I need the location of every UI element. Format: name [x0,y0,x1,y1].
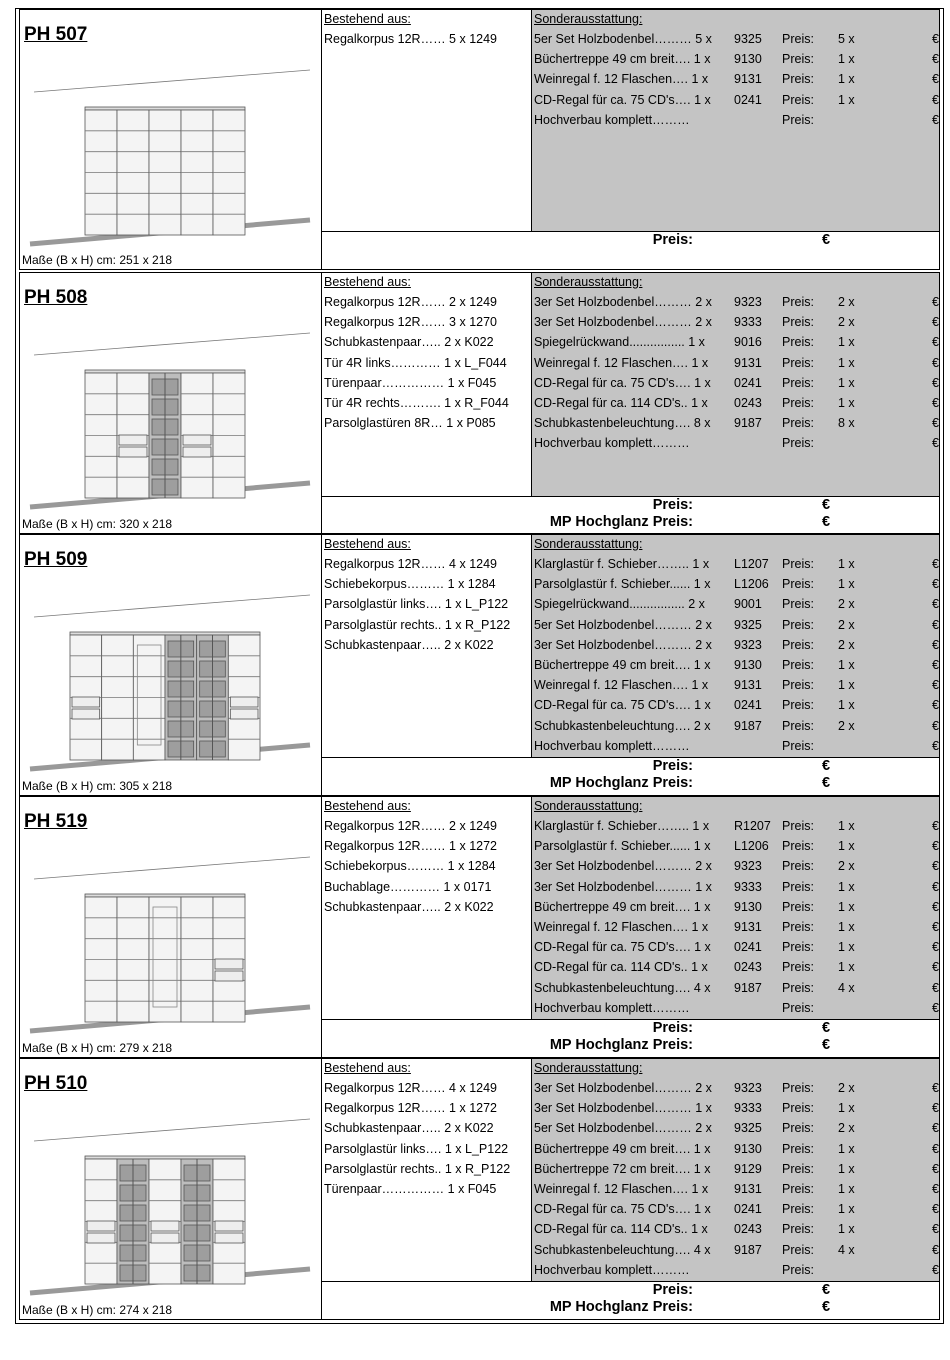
extra-quantity: 1 x [838,1222,855,1237]
total-price-currency: € [822,1299,831,1315]
extra-article-number: 9325 [734,1121,762,1136]
extra-article-number: 9130 [734,1141,762,1156]
component-item: Parsolglastür rechts.. 1 x R_P122 [324,1161,511,1176]
extra-quantity: 2 x [838,315,855,330]
component-item: Parsolglastür rechts.. 1 x R_P122 [324,617,511,632]
extra-article-number: 0241 [734,940,762,955]
extra-currency: € [932,678,939,693]
extras-header: Sonderausstattung: [534,537,643,551]
component-item: Schubkastenpaar….. 2 x K022 [324,335,494,350]
extra-quantity: 2 x [838,597,855,612]
extra-currency: € [932,1081,939,1095]
extras-header: Sonderausstattung: [534,1061,643,1075]
extra-price-label: Preis: [782,1101,814,1116]
extra-article-number: 9187 [734,718,762,733]
product-block [19,796,940,1058]
furniture-sketch [20,535,320,796]
component-item: Parsolglastür links…. 1 x L_P122 [324,597,509,612]
extra-description: Hochverbau komplett……… [534,112,690,127]
extra-article-number: 9187 [734,1242,762,1257]
extra-currency: € [932,1141,939,1156]
total-price-label: MP Hochglanz Preis: [549,1037,693,1053]
extra-description: Weinregal f. 12 Flaschen…. 1 x [534,920,709,934]
component-item: Tür 4R links………… 1 x L_F044 [324,355,507,370]
extra-currency: € [932,920,939,934]
extra-currency: € [932,738,939,753]
extra-currency: € [932,617,939,632]
extra-price-label: Preis: [782,355,814,370]
extra-article-number: 0241 [734,92,762,107]
furniture-sketch [20,1059,320,1320]
extra-article-number: 9130 [734,52,762,67]
component-item: Parsolglastür links…. 1 x L_P122 [324,1141,509,1156]
extra-currency: € [932,1161,939,1176]
extra-quantity: 2 x [838,637,855,652]
extra-quantity: 1 x [838,52,855,67]
extra-article-number: 0243 [734,960,762,975]
total-price-currency: € [822,775,831,791]
components-cell [322,10,532,231]
extra-article-number: 0241 [734,375,762,390]
extra-description: CD-Regal für ca. 114 CD's.. 1 x [534,1222,708,1237]
extra-article-number: 9333 [734,879,762,894]
extra-article-number: 9187 [734,416,762,431]
extra-article-number: L1206 [734,839,769,854]
extra-price-label: Preis: [782,72,814,87]
extra-currency: € [932,92,939,107]
extra-currency: € [932,577,939,592]
extra-currency: € [932,1202,939,1217]
extra-price-label: Preis: [782,920,814,934]
total-price-label: Preis: [652,1282,693,1298]
extra-description: Schubkastenbeleuchtung…. 4 x [534,1242,711,1257]
extra-currency: € [932,597,939,612]
extra-description: Schubkastenbeleuchtung…. 2 x [534,718,711,733]
extra-price-label: Preis: [782,678,814,693]
product-dimensions: Maße (B x H) cm: 274 x 218 [22,1303,173,1317]
product-code: PH 510 [24,1073,88,1094]
extra-description: Klarglastür f. Schieber…….. 1 x [534,819,710,833]
extra-quantity: 1 x [838,940,855,955]
component-item: Buchablage………… 1 x 0171 [324,879,492,894]
extra-description: Weinregal f. 12 Flaschen…. 1 x [534,1182,709,1196]
extra-currency: € [932,396,939,410]
extra-price-label: Preis: [782,819,814,833]
extra-currency: € [932,1121,939,1136]
extra-price-label: Preis: [782,698,814,713]
extra-price-label: Preis: [782,1161,814,1176]
component-item: Regalkorpus 12R…… 3 x 1270 [324,315,498,330]
component-item: Regalkorpus 12R…… 4 x 1249 [324,1081,498,1095]
extra-currency: € [932,859,939,874]
extra-quantity: 1 x [838,920,855,934]
extra-currency: € [932,1262,939,1277]
extra-article-number: 0241 [734,1202,762,1217]
product-image-cell [20,535,322,795]
extra-description: 3er Set Holzbodenbel……… 2 x [534,637,712,652]
extra-quantity: 1 x [838,839,855,854]
components-header: Bestehend aus: [324,12,411,26]
extra-price-label: Preis: [782,1081,814,1095]
component-item: Schubkastenpaar….. 2 x K022 [324,637,494,652]
extra-description: 5er Set Holzbodenbel……… 2 x [534,1121,712,1136]
extra-price-label: Preis: [782,940,814,955]
extra-description: CD-Regal für ca. 75 CD's…. 1 x [534,1202,711,1217]
extra-currency: € [932,52,939,67]
components-header: Bestehend aus: [324,799,411,813]
price-sheet [15,8,944,1324]
total-price-currency: € [822,1020,831,1036]
component-item: Regalkorpus 12R…… 2 x 1249 [324,819,498,833]
extra-description: CD-Regal für ca. 114 CD's.. 1 x [534,396,708,410]
component-item: Schiebekorpus……… 1 x 1284 [324,577,496,592]
extra-price-label: Preis: [782,1121,814,1136]
extra-description: CD-Regal für ca. 75 CD's…. 1 x [534,92,711,107]
component-item: Regalkorpus 12R…… 4 x 1249 [324,557,498,571]
total-price-currency: € [822,1037,831,1053]
components-header: Bestehend aus: [324,1061,411,1075]
extra-price-label: Preis: [782,839,814,854]
extra-currency: € [932,1222,939,1237]
components-header: Bestehend aus: [324,275,411,289]
extra-article-number: 9187 [734,980,762,995]
extra-currency: € [932,960,939,975]
extras-cell [532,273,939,496]
extra-description: 3er Set Holzbodenbel……… 2 x [534,859,712,874]
extra-currency: € [932,940,939,955]
extra-currency: € [932,355,939,370]
extra-description: Büchertreppe 49 cm breit…. 1 x [534,899,711,914]
extra-currency: € [932,72,939,87]
extra-description: Klarglastür f. Schieber…….. 1 x [534,557,710,571]
extra-description: CD-Regal für ca. 75 CD's…. 1 x [534,375,711,390]
extra-description: Büchertreppe 49 cm breit…. 1 x [534,52,711,67]
extra-price-label: Preis: [782,617,814,632]
furniture-sketch [20,273,320,534]
extra-currency: € [932,32,939,46]
extra-quantity: 1 x [838,698,855,713]
total-price-label: Preis: [652,758,693,774]
extra-quantity: 4 x [838,980,855,995]
total-price-currency: € [822,758,831,774]
extra-quantity: 2 x [838,859,855,874]
price-band [322,496,939,533]
extra-article-number: 9129 [734,1161,762,1176]
extra-article-number: 9016 [734,335,762,350]
extra-description: 3er Set Holzbodenbel……… 2 x [534,295,712,309]
extra-quantity: 1 x [838,1141,855,1156]
extra-currency: € [932,112,939,127]
product-code: PH 508 [24,287,88,308]
extra-description: Büchertreppe 49 cm breit…. 1 x [534,1141,711,1156]
extra-quantity: 1 x [838,899,855,914]
components-cell [322,273,532,496]
extra-currency: € [932,416,939,431]
extra-price-label: Preis: [782,557,814,571]
component-item: Parsolglastüren 8R… 1 x P085 [324,416,496,431]
product-image-cell [20,1059,322,1319]
extra-description: CD-Regal für ca. 75 CD's…. 1 x [534,940,711,955]
price-band [322,757,939,795]
extra-currency: € [932,718,939,733]
extra-article-number: 9323 [734,637,762,652]
product-block [19,534,940,796]
product-code: PH 519 [24,811,88,832]
furniture-sketch [20,10,320,271]
extra-description: Schubkastenbeleuchtung…. 8 x [534,416,711,431]
total-price-currency: € [822,497,831,513]
extra-article-number: 0241 [734,698,762,713]
extra-article-number: 9333 [734,1101,762,1116]
extra-description: Schubkastenbeleuchtung…. 4 x [534,980,711,995]
extra-description: 3er Set Holzbodenbel……… 2 x [534,315,712,330]
extra-description: Spiegelrückwand................ 1 x [534,335,705,350]
extra-price-label: Preis: [782,738,814,753]
extras-header: Sonderausstattung: [534,799,643,813]
price-band [322,1281,939,1319]
extra-article-number: 9131 [734,72,762,87]
extra-article-number: 9131 [734,355,762,370]
component-item: Türenpaar…………… 1 x F045 [324,375,497,390]
extra-article-number: 0243 [734,1222,762,1237]
extra-description: Weinregal f. 12 Flaschen…. 1 x [534,678,709,693]
component-item: Regalkorpus 12R…… 1 x 1272 [324,1101,498,1116]
components-cell [322,1059,532,1281]
extras-cell [532,1059,939,1281]
extra-quantity: 8 x [838,416,855,431]
extra-price-label: Preis: [782,92,814,107]
extra-quantity: 1 x [838,355,855,370]
product-dimensions: Maße (B x H) cm: 251 x 218 [22,253,173,267]
total-price-label: MP Hochglanz Preis: [549,775,693,791]
extra-description: Parsolglastür f. Schieber...... 1 x [534,577,711,592]
extra-price-label: Preis: [782,1242,814,1257]
product-image-cell [20,10,322,269]
product-code: PH 507 [24,24,88,45]
extra-price-label: Preis: [782,436,814,451]
extras-header: Sonderausstattung: [534,12,643,26]
extra-price-label: Preis: [782,1222,814,1237]
total-price-label: MP Hochglanz Preis: [549,514,693,530]
total-price-label: Preis: [652,1020,693,1036]
extra-article-number: 9333 [734,315,762,330]
extra-price-label: Preis: [782,1000,814,1015]
extra-currency: € [932,839,939,854]
price-band [322,231,939,269]
extra-quantity: 4 x [838,1242,855,1257]
extra-quantity: 1 x [838,72,855,87]
extra-description: Parsolglastür f. Schieber...... 1 x [534,839,711,854]
extra-currency: € [932,1182,939,1196]
component-item: Schubkastenpaar….. 2 x K022 [324,899,494,914]
extra-price-label: Preis: [782,879,814,894]
extra-description: Hochverbau komplett……… [534,1000,690,1015]
extra-quantity: 1 x [838,678,855,693]
extra-quantity: 2 x [838,295,855,309]
extras-cell [532,10,939,231]
extra-description: CD-Regal für ca. 114 CD's.. 1 x [534,960,708,975]
furniture-sketch [20,797,320,1058]
extra-article-number: 9323 [734,295,762,309]
extra-currency: € [932,698,939,713]
extra-quantity: 1 x [838,1161,855,1176]
extra-price-label: Preis: [782,577,814,592]
extra-price-label: Preis: [782,335,814,350]
extra-description: Spiegelrückwand................ 2 x [534,597,705,612]
extra-quantity: 1 x [838,577,855,592]
total-price-currency: € [822,514,831,530]
extra-quantity: 1 x [838,819,855,833]
component-item: Regalkorpus 12R…… 1 x 1272 [324,839,498,854]
extra-currency: € [932,899,939,914]
extra-quantity: 1 x [838,335,855,350]
extra-currency: € [932,557,939,571]
component-item: Regalkorpus 12R…… 5 x 1249 [324,32,498,46]
extra-article-number: R1207 [734,819,771,833]
extra-currency: € [932,1242,939,1257]
extra-price-label: Preis: [782,52,814,67]
component-item: Türenpaar…………… 1 x F045 [324,1182,497,1196]
extra-description: CD-Regal für ca. 75 CD's…. 1 x [534,698,711,713]
extra-article-number: 9131 [734,1182,762,1196]
extra-article-number: 9323 [734,859,762,874]
extra-article-number: 9325 [734,617,762,632]
product-image-cell [20,797,322,1057]
extra-quantity: 2 x [838,718,855,733]
extra-description: Weinregal f. 12 Flaschen…. 1 x [534,72,709,87]
extra-price-label: Preis: [782,1182,814,1196]
extra-quantity: 1 x [838,1202,855,1217]
components-cell [322,535,532,757]
extra-article-number: 9325 [734,32,762,46]
component-item: Regalkorpus 12R…… 2 x 1249 [324,295,498,309]
components-header: Bestehend aus: [324,537,411,551]
extra-quantity: 1 x [838,658,855,672]
components-cell [322,797,532,1019]
extra-quantity: 1 x [838,557,855,571]
component-item: Tür 4R rechts………. 1 x R_F044 [324,396,509,410]
extra-description: Hochverbau komplett……… [534,436,690,451]
extra-price-label: Preis: [782,1202,814,1217]
extra-article-number: 9001 [734,597,762,612]
extra-quantity: 1 x [838,396,855,410]
extra-quantity: 2 x [838,617,855,632]
extra-description: 5er Set Holzbodenbel……… 5 x [534,32,712,46]
extra-currency: € [932,980,939,995]
total-price-currency: € [822,1282,831,1298]
extra-currency: € [932,879,939,894]
extra-price-label: Preis: [782,1141,814,1156]
extra-quantity: 5 x [838,32,855,46]
extras-cell [532,535,939,757]
component-item: Schubkastenpaar….. 2 x K022 [324,1121,494,1136]
extra-price-label: Preis: [782,396,814,410]
product-image-cell [20,273,322,533]
extra-price-label: Preis: [782,416,814,431]
extra-price-label: Preis: [782,375,814,390]
extra-price-label: Preis: [782,637,814,652]
extra-price-label: Preis: [782,295,814,309]
extra-article-number: 9131 [734,920,762,934]
extra-quantity: 1 x [838,375,855,390]
extra-price-label: Preis: [782,315,814,330]
extra-description: 3er Set Holzbodenbel……… 2 x [534,1081,712,1095]
extra-description: Hochverbau komplett……… [534,1262,690,1277]
extra-currency: € [932,295,939,309]
extra-quantity: 1 x [838,92,855,107]
total-price-label: Preis: [652,232,693,248]
extras-cell [532,797,939,1019]
extra-currency: € [932,658,939,672]
product-code: PH 509 [24,549,88,570]
extra-article-number: L1206 [734,577,769,592]
extra-article-number: 0243 [734,396,762,410]
extra-price-label: Preis: [782,658,814,672]
price-band [322,1019,939,1057]
extra-article-number: 9131 [734,678,762,693]
extra-price-label: Preis: [782,597,814,612]
extra-currency: € [932,436,939,451]
extra-description: Büchertreppe 72 cm breit…. 1 x [534,1161,711,1176]
total-price-label: MP Hochglanz Preis: [549,1299,693,1315]
product-dimensions: Maße (B x H) cm: 320 x 218 [22,517,173,531]
total-price-currency: € [822,232,831,248]
extra-price-label: Preis: [782,718,814,733]
extra-price-label: Preis: [782,112,814,127]
extra-description: 5er Set Holzbodenbel……… 2 x [534,617,712,632]
extra-description: 3er Set Holzbodenbel……… 1 x [534,1101,712,1116]
extra-price-label: Preis: [782,859,814,874]
extra-quantity: 1 x [838,1101,855,1116]
product-block [19,272,940,534]
extra-quantity: 2 x [838,1121,855,1136]
product-dimensions: Maße (B x H) cm: 279 x 218 [22,1041,173,1055]
extra-price-label: Preis: [782,1262,814,1277]
product-block [19,9,940,270]
extra-article-number: 9130 [734,658,762,672]
extra-currency: € [932,335,939,350]
extras-header: Sonderausstattung: [534,275,643,289]
extra-currency: € [932,637,939,652]
total-price-label: Preis: [652,497,693,513]
extra-description: 3er Set Holzbodenbel……… 1 x [534,879,712,894]
extra-currency: € [932,1000,939,1015]
product-block [19,1058,940,1320]
extra-price-label: Preis: [782,32,814,46]
extra-price-label: Preis: [782,899,814,914]
extra-currency: € [932,819,939,833]
extra-quantity: 1 x [838,960,855,975]
extra-article-number: L1207 [734,557,769,571]
extra-description: Hochverbau komplett……… [534,738,690,753]
product-dimensions: Maße (B x H) cm: 305 x 218 [22,779,173,793]
extra-currency: € [932,1101,939,1116]
component-item: Schiebekorpus……… 1 x 1284 [324,859,496,874]
extra-description: Büchertreppe 49 cm breit…. 1 x [534,658,711,672]
extra-quantity: 1 x [838,879,855,894]
extra-price-label: Preis: [782,960,814,975]
extra-article-number: 9130 [734,899,762,914]
extra-price-label: Preis: [782,980,814,995]
extra-currency: € [932,375,939,390]
extra-article-number: 9323 [734,1081,762,1095]
extra-currency: € [932,315,939,330]
extra-description: Weinregal f. 12 Flaschen…. 1 x [534,355,709,370]
extra-quantity: 2 x [838,1081,855,1095]
extra-quantity: 1 x [838,1182,855,1196]
